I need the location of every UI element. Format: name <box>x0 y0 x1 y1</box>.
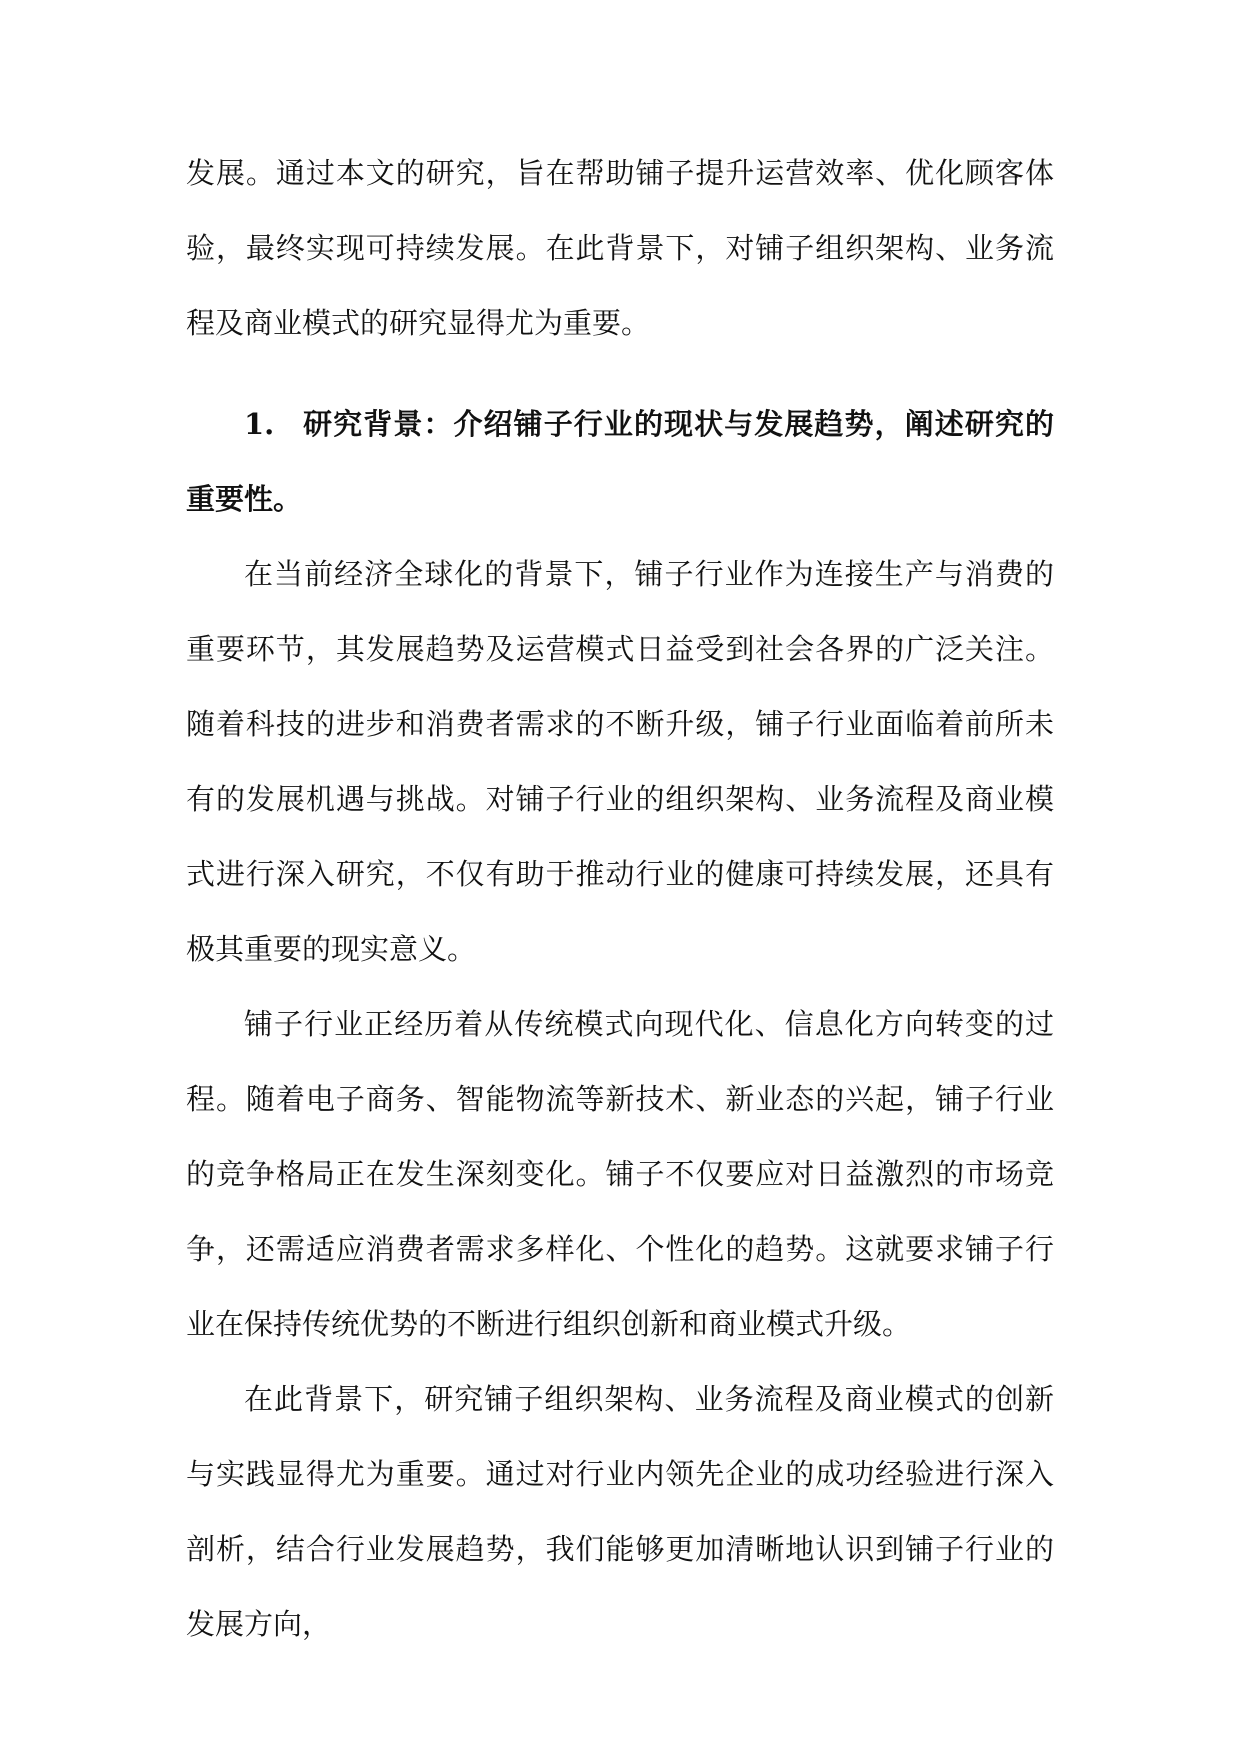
body-paragraph-3: 在此背景下，研究铺子组织架构、业务流程及商业模式的创新与实践显得尤为重要。通过对行业内领先企业的成功经验进行深入剖析，结合行业发展趋势，我们能够更加清晰地认识到铺子行业的发展方向， <box>186 1382 1054 1641</box>
section-title: 研究背景：介绍铺子行业的现状与发展趋势，阐述研究的重要性。 <box>186 407 1054 516</box>
document-page <box>186 136 1054 1662</box>
body-paragraph-1: 在当前经济全球化的背景下，铺子行业作为连接生产与消费的重要环节，其发展趋势及运营模式日益受到社会各界的广泛关注。随着科技的进步和消费者需求的不断升级，铺子行业面临着前所未有的发展机遇与挑战。对铺子行业的组织架构、业务流程及商业模式进行深入研究，不仅有助于推动行业的健康可持续发展，还具有极其重要的现实意义。 <box>186 557 1054 966</box>
body-paragraph-2: 铺子行业正经历着从传统模式向现代化、信息化方向转变的过程。随着电子商务、智能物流等新技术、新业态的兴起，铺子行业的竞争格局正在发生深刻变化。铺子不仅要应对日益激烈的市场竞争，还需适应消费者需求多样化、个性化的趋势。这就要求铺子行业在保持传统优势的不断进行组织创新和商业模式升级。 <box>186 1007 1054 1341</box>
section-heading <box>186 387 1054 537</box>
intro-paragraph: 发展。通过本文的研究，旨在帮助铺子提升运营效率、优化顾客体验，最终实现可持续发展。在此背景下，对铺子组织架构、业务流程及商业模式的研究显得尤为重要。 <box>186 156 1054 340</box>
section-number: 1. <box>244 407 275 441</box>
